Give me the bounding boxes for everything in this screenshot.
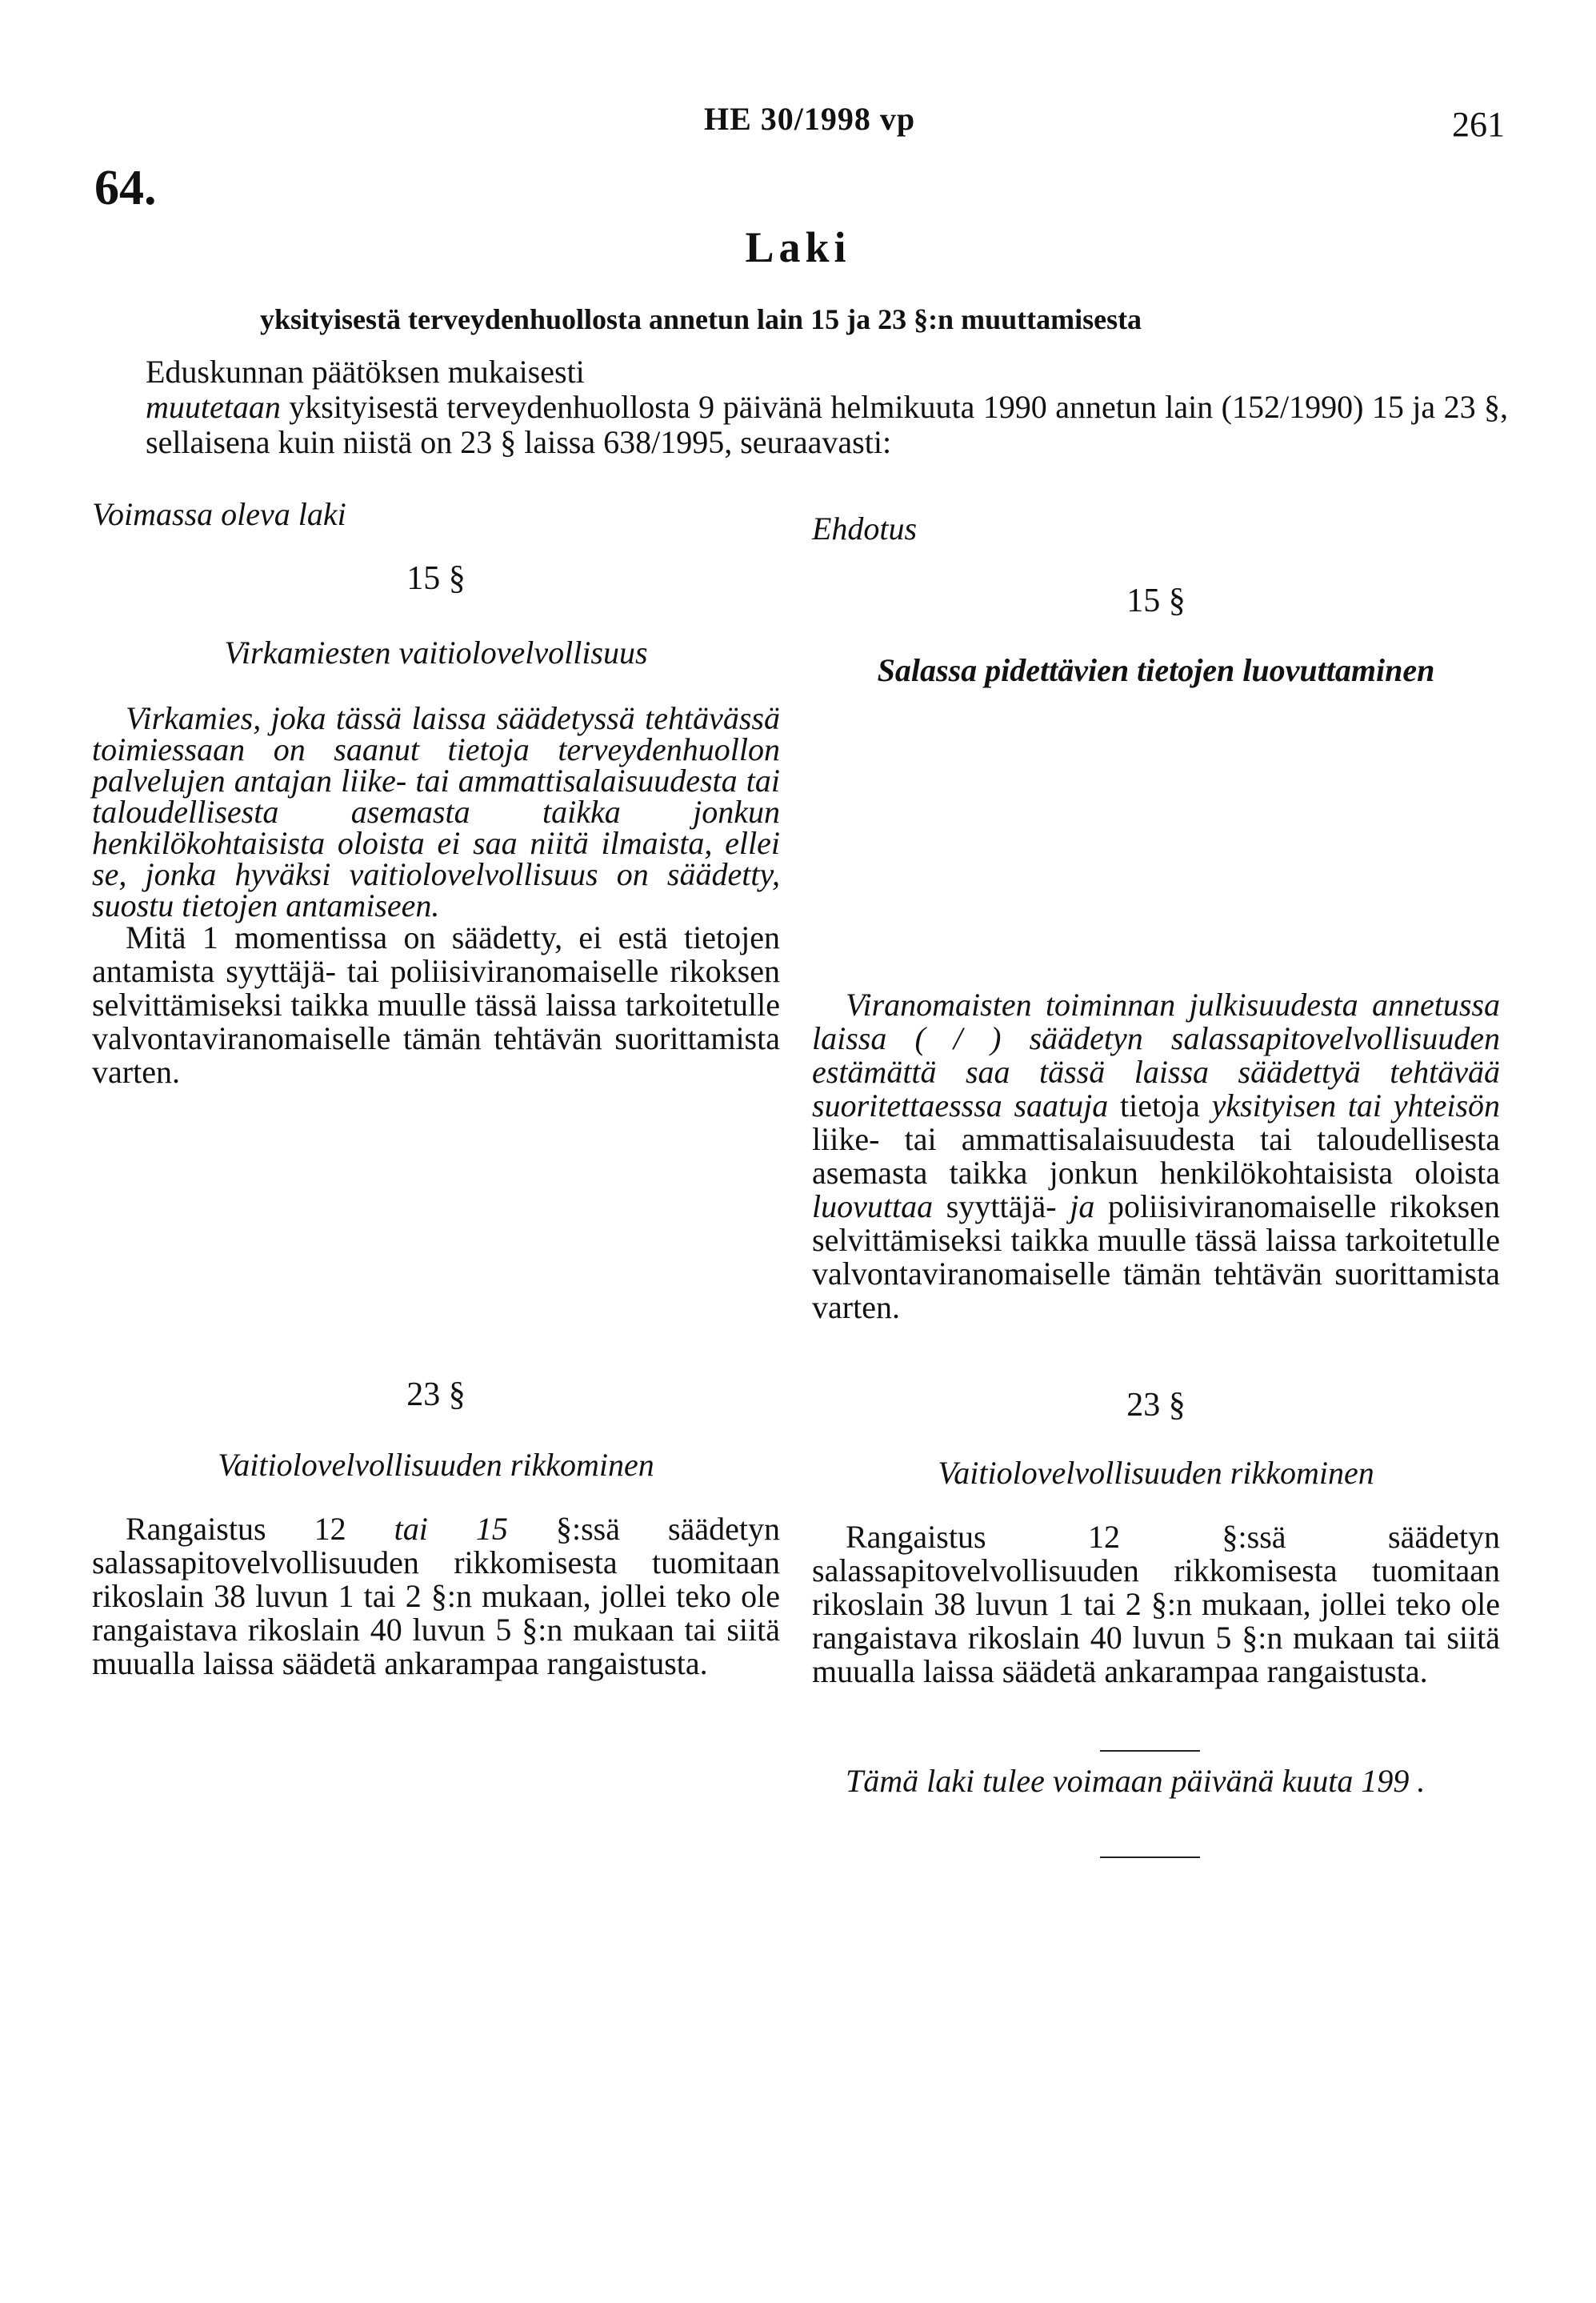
section-23-text-a: Rangaistus 12: [126, 1511, 394, 1547]
proposal-section-15-title-wrap: [812, 654, 1500, 687]
section-23-paragraph-1: [92, 1512, 780, 1680]
section-23-number: 23 §: [406, 1376, 466, 1413]
proposal-15-text-c: syyttäjä-: [933, 1188, 1070, 1224]
proposal-section-23-paragraph-1: Rangaistus 12 §:ssä säädetyn salassapitovelvollisuuden rikkomisesta tuomitaan rikoslain 38 luvun 1 tai 2 §:n mukaan, jollei teko ole rangaistava rikoslain 40 luvun 5 §:n mukaan tai siitä muualla laissa säädetä ankarampaa rangaistusta.: [812, 1519, 1500, 1689]
proposal-section-23-body: [812, 1520, 1500, 1688]
proposal-section-23-number: 23 §: [1126, 1387, 1186, 1424]
section-23-title: Vaitiolovelvollisuuden rikkominen: [218, 1447, 654, 1483]
proposal-section-15-title: Salassa pidettävien tietojen luovuttaminen: [877, 652, 1435, 688]
current-law-section-23-title-wrap: [92, 1448, 780, 1482]
law-subtitle: yksityisestä terveydenhuollosta annetun lain 15 ja 23 §:n muuttamisesta: [260, 303, 1142, 335]
proposal-section-23-title-wrap: [812, 1456, 1500, 1490]
law-title: Laki: [745, 223, 851, 271]
proposal-15-text-b: liike- tai ammattisalaisuudesta tai taloudellisesta asemasta taikka jonkun henkilökohtaisista oloista: [812, 1121, 1500, 1191]
proposal-15-text-italic-2: yksityisen tai yhteisön: [1211, 1087, 1501, 1123]
preamble: [112, 354, 1508, 460]
preamble-amendment-text: yksityisestä terveydenhuollosta 9 päivänä helmikuuta 1990 annetun lain (152/1990) 15 ja 23 §, sellaisena kuin niistä on 23 § laissa 638/1995, seuraavasti:: [146, 389, 1508, 460]
page-header: [0, 100, 1596, 148]
proposal-section-15-body: [812, 988, 1500, 1324]
document-reference: HE 30/1998 vp: [704, 101, 916, 137]
proposal-column: [812, 512, 1500, 546]
proposal-15-text-a: tietoja: [1108, 1087, 1212, 1123]
preamble-verb: muutetaan: [146, 389, 281, 425]
section-15-paragraph-1: Virkamies, joka tässä laissa säädetyssä tehtävässä toimiessaan on saanut tietoja terveydenhuollon palvelujen antajan liike- tai ammattisalaisuudesta tai taloudellisesta asemasta taikka jonkun henkilökohtaisista oloista ei saa niitä ilmaista, ellei se, jonka hyväksi vaitiolovelvollisuus on säädetty, suostu tietojen antamiseen.: [92, 700, 780, 923]
section-15-paragraph-2: Mitä 1 momentissa on säädetty, ei estä tietojen antamista syyttäjä- tai poliisiviranomaiselle rikoksen selvittämiseksi taikka muulle tässä laissa tarkoitetulle valvontaviranomaiselle tämän tehtävän suorittamista varten.: [92, 919, 780, 1090]
entry-into-force-text: Tämä laki tulee voimaan päivänä kuuta 199 .: [846, 1763, 1426, 1799]
preamble-enacting-clause: Eduskunnan päätöksen mukaisesti: [146, 354, 585, 390]
section-15-title: Virkamiesten vaitiolovelvollisuus: [224, 635, 648, 671]
separator-rule-bottom: [1100, 1856, 1200, 1858]
section-number: 64.: [94, 161, 157, 215]
proposal-section-15: [812, 584, 1500, 618]
current-law-section-23: [92, 1378, 780, 1412]
current-law-section-15-title-wrap: [92, 636, 780, 670]
proposal-15-text-italic-4: ja: [1070, 1188, 1095, 1224]
section-23-text-italic: tai 15: [394, 1511, 508, 1547]
proposal-15-text-italic-1: Viranomaisten toiminnan julkisuudesta annetussa laissa ( / ) säädetyn salassapitovelvollisuuden estämättä saa tässä laissa säädettyä tehtävää suoritettaesssa saatuja: [812, 987, 1500, 1123]
section-23-text-b: §:ssä säädetyn salassapitovelvollisuuden rikkomisesta tuomitaan rikoslain 38 luvun 1 tai 2 §:n mukaan, jollei teko ole rangaistava rikoslain 40 luvun 5 §:n mukaan tai siitä muualla laissa säädetä ankarampaa rangaistusta.: [92, 1511, 780, 1681]
proposal-heading: Ehdotus: [812, 511, 918, 547]
current-law-section-15-body: [92, 700, 780, 1090]
proposal-15-text-d: poliisiviranomaiselle rikoksen selvittämiseksi taikka muulle tässä laissa tarkoitetulle valvontaviranomaiselle tämän tehtävän suorittamista varten.: [812, 1188, 1500, 1325]
proposal-section-15-number: 15 §: [1126, 583, 1186, 619]
preamble-amendment-clause: [112, 390, 1508, 460]
current-law-section-15: [92, 562, 780, 595]
proposal-section-23: [812, 1388, 1500, 1422]
proposal-section-15-paragraph-1: [812, 988, 1500, 1324]
separator-rule-top: [1100, 1750, 1200, 1752]
proposal-15-text-italic-3: luovuttaa: [812, 1188, 934, 1224]
current-law-heading: Voimassa oleva laki: [92, 496, 346, 532]
section-15-number: 15 §: [406, 560, 466, 597]
current-law-section-23-body: [92, 1512, 780, 1680]
page-number: 261: [1452, 105, 1505, 144]
proposal-section-23-title: Vaitiolovelvollisuuden rikkominen: [938, 1455, 1374, 1491]
entry-into-force: [812, 1764, 1500, 1798]
current-law-column: [92, 498, 780, 531]
